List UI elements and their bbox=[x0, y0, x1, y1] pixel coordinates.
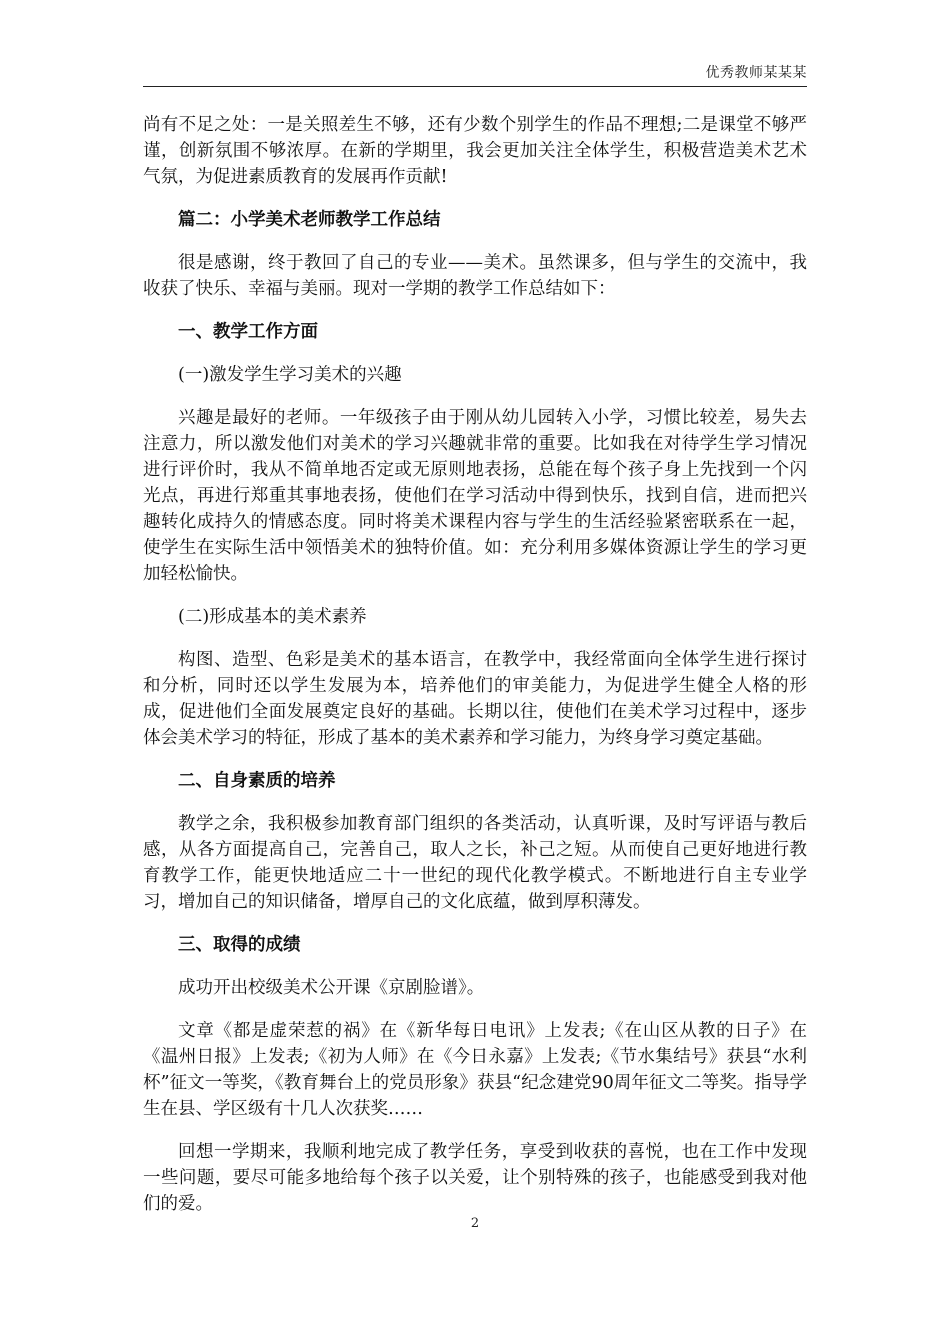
heading-teaching-work: 一、教学工作方面 bbox=[178, 322, 318, 342]
subheading-interest: (一)激发学生学习美术的兴趣 bbox=[178, 365, 402, 385]
header-rule bbox=[143, 86, 807, 87]
subheading-literacy: (二)形成基本的美术素养 bbox=[178, 607, 367, 627]
paragraph-intro: 很是感谢，终于教回了自己的专业——美术。虽然课多，但与学生的交流中，我收获了快乐、幸福与美丽。现对一学期的教学工作总结如下： bbox=[143, 253, 807, 299]
heading-self-improvement: 二、自身素质的培养 bbox=[178, 771, 336, 791]
page-number: 2 bbox=[470, 1216, 480, 1231]
paragraph-interest: 兴趣是最好的老师。一年级孩子由于刚从幼儿园转入小学，习惯比较差，易失去注意力，所以激发他们对美术的学习兴趣就非常的重要。比如我在对待学生学习情况进行评价时，我从不简单地否定或无原则地表扬，总能在每个孩子身上先找到一个闪光点，再进行郑重其事地表扬，使他们在学习活动中得到快乐，找到自信，进而把兴趣转化成持久的情感态度。同时将美术课程内容与学生的生活经验紧密联系在一起，使学生在实际生活中领悟美术的独特价值。如：充分利用多媒体资源让学生的学习更加轻松愉快。 bbox=[143, 408, 807, 584]
paragraph-open-class: 成功开出校级美术公开课《京剧脸谱》。 bbox=[178, 978, 485, 998]
paragraph-self-improvement: 教学之余，我积极参加教育部门组织的各类活动，认真听课，及时写评语与教后感，从各方面提高自己，完善自己，取人之长，补己之短。从而使自己更好地进行教育教学工作，能更快地适应二十一世纪的现代化教学模式。不断地进行自主专业学习，增加自己的知识储备，增厚自己的文化底蕴，做到厚积薄发。 bbox=[143, 814, 807, 912]
paragraph-reflection: 回想一学期来，我顺利地完成了教学任务，享受到收获的喜悦，也在工作中发现一些问题，要尽可能多地给每个孩子以关爱，让个别特殊的孩子，也能感受到我对他们的爱。 bbox=[143, 1142, 807, 1214]
section-title-part-two: 篇二：小学美术老师教学工作总结 bbox=[178, 210, 441, 230]
running-header: 优秀教师某某某 bbox=[705, 65, 807, 81]
paragraph-publications: 文章《都是虚荣惹的祸》在《新华每日电讯》上发表;《在山区从教的日子》在《温州日报》上发表;《初为人师》在《今日永嘉》上发表;《节水集结号》获县“水利杯”征文一等奖，《教育舞台上的党员形象》获县“纪念建党90周年征文二等奖。指导学生在县、学区级有十几人次获奖…… bbox=[143, 1021, 807, 1119]
paragraph-literacy: 构图、造型、色彩是美术的基本语言，在教学中，我经常面向全体学生进行探讨和分析，同时还以学生发展为本，培养他们的审美能力，为促进学生健全人格的形成，促进他们全面发展奠定良好的基础。长期以往，使他们在美术学习过程中，逐步体会美术学习的特征，形成了基本的美术素养和学习能力，为终身学习奠定基础。 bbox=[143, 650, 807, 748]
heading-achievements: 三、取得的成绩 bbox=[178, 935, 301, 955]
paragraph-continuation: 尚有不足之处：一是关照差生不够，还有少数个别学生的作品不理想;二是课堂不够严谨，创新氛围不够浓厚。在新的学期里，我会更加关注全体学生，积极营造美术艺术气氛，为促进素质教育的发展再作贡献! bbox=[143, 115, 807, 187]
page-body bbox=[143, 112, 807, 1217]
